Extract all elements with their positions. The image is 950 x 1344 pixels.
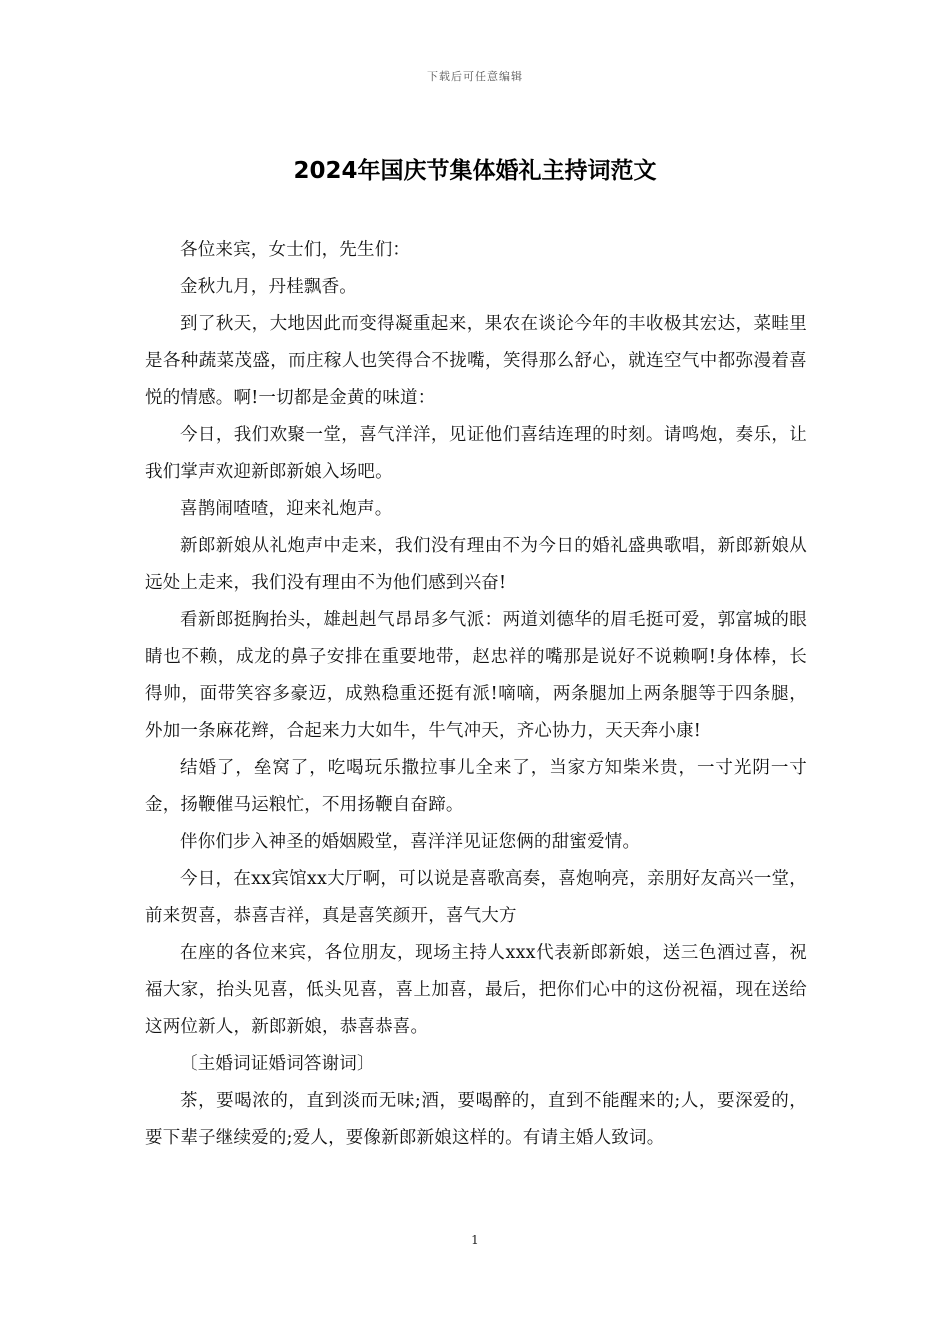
paragraph: 各位来宾，女士们，先生们： (180, 240, 411, 260)
document-body (145, 232, 807, 1157)
paragraph: 在座的各位来宾，各位朋友，现场主持人xxx代表新郎新娘，送三色酒过喜，祝福大家，抬头见喜，低头见喜，喜上加喜，最后，把你们心中的这份祝福，现在送给这两位新人，新郎新娘，恭喜恭喜。 (145, 943, 807, 1037)
header-note: 下载后可任意编辑 (427, 70, 523, 83)
paragraph: 伴你们步入神圣的婚姻殿堂，喜洋洋见证您俩的甜蜜爱情。 (180, 832, 641, 852)
paragraph: 今日，我们欢聚一堂，喜气洋洋，见证他们喜结连理的时刻。请鸣炮，奏乐，让我们掌声欢迎新郎新娘入场吧。 (145, 425, 807, 482)
paragraph: 茶，要喝浓的，直到淡而无味;酒，要喝醉的，直到不能醒来的;人，要深爱的，要下辈子继续爱的;爱人，要像新郎新娘这样的。有请主婚人致词。 (145, 1091, 807, 1148)
paragraph: 喜鹊闹喳喳，迎来礼炮声。 (180, 499, 393, 519)
paragraph: 金秋九月，丹桂飘香。 (180, 277, 357, 297)
paragraph: 到了秋天，大地因此而变得凝重起来，果农在谈论今年的丰收极其宏达，菜畦里是各种蔬菜茂盛，而庄稼人也笑得合不拢嘴，笑得那么舒心，就连空气中都弥漫着喜悦的情感。啊!一切都是金黄的味道： (145, 314, 807, 408)
paragraph: 今日，在xx宾馆xx大厅啊，可以说是喜歌高奏，喜炮响亮，亲朋好友高兴一堂，前来贺喜，恭喜吉祥，真是喜笑颜开，喜气大方 (145, 869, 807, 926)
paragraph: 结婚了，垒窝了，吃喝玩乐撒拉事儿全来了，当家方知柴米贵，一寸光阴一寸金，扬鞭催马运粮忙，不用扬鞭自奋蹄。 (145, 758, 807, 815)
paragraph: 新郎新娘从礼炮声中走来，我们没有理由不为今日的婚礼盛典歌唱，新郎新娘从远处上走来，我们没有理由不为他们感到兴奋! (145, 536, 807, 593)
page-number: 1 (471, 1233, 479, 1247)
section-heading: 〔主婚词证婚词答谢词〕 (180, 1054, 375, 1074)
document-title: 2024年国庆节集体婚礼主持词范文 (293, 158, 657, 184)
paragraph: 看新郎挺胸抬头，雄赳赳气昂昂多气派：两道刘德华的眉毛挺可爱，郭富城的眼睛也不赖，成龙的鼻子安排在重要地带，赵忠祥的嘴那是说好不说赖啊!身体棒，长得帅，面带笑容多豪迈，成熟稳重还挺有派!嘀嘀，两条腿加上两条腿等于四条腿，外加一条麻花辫，合起来力大如牛，牛气冲天，齐心协力，天天奔小康! (145, 610, 807, 741)
